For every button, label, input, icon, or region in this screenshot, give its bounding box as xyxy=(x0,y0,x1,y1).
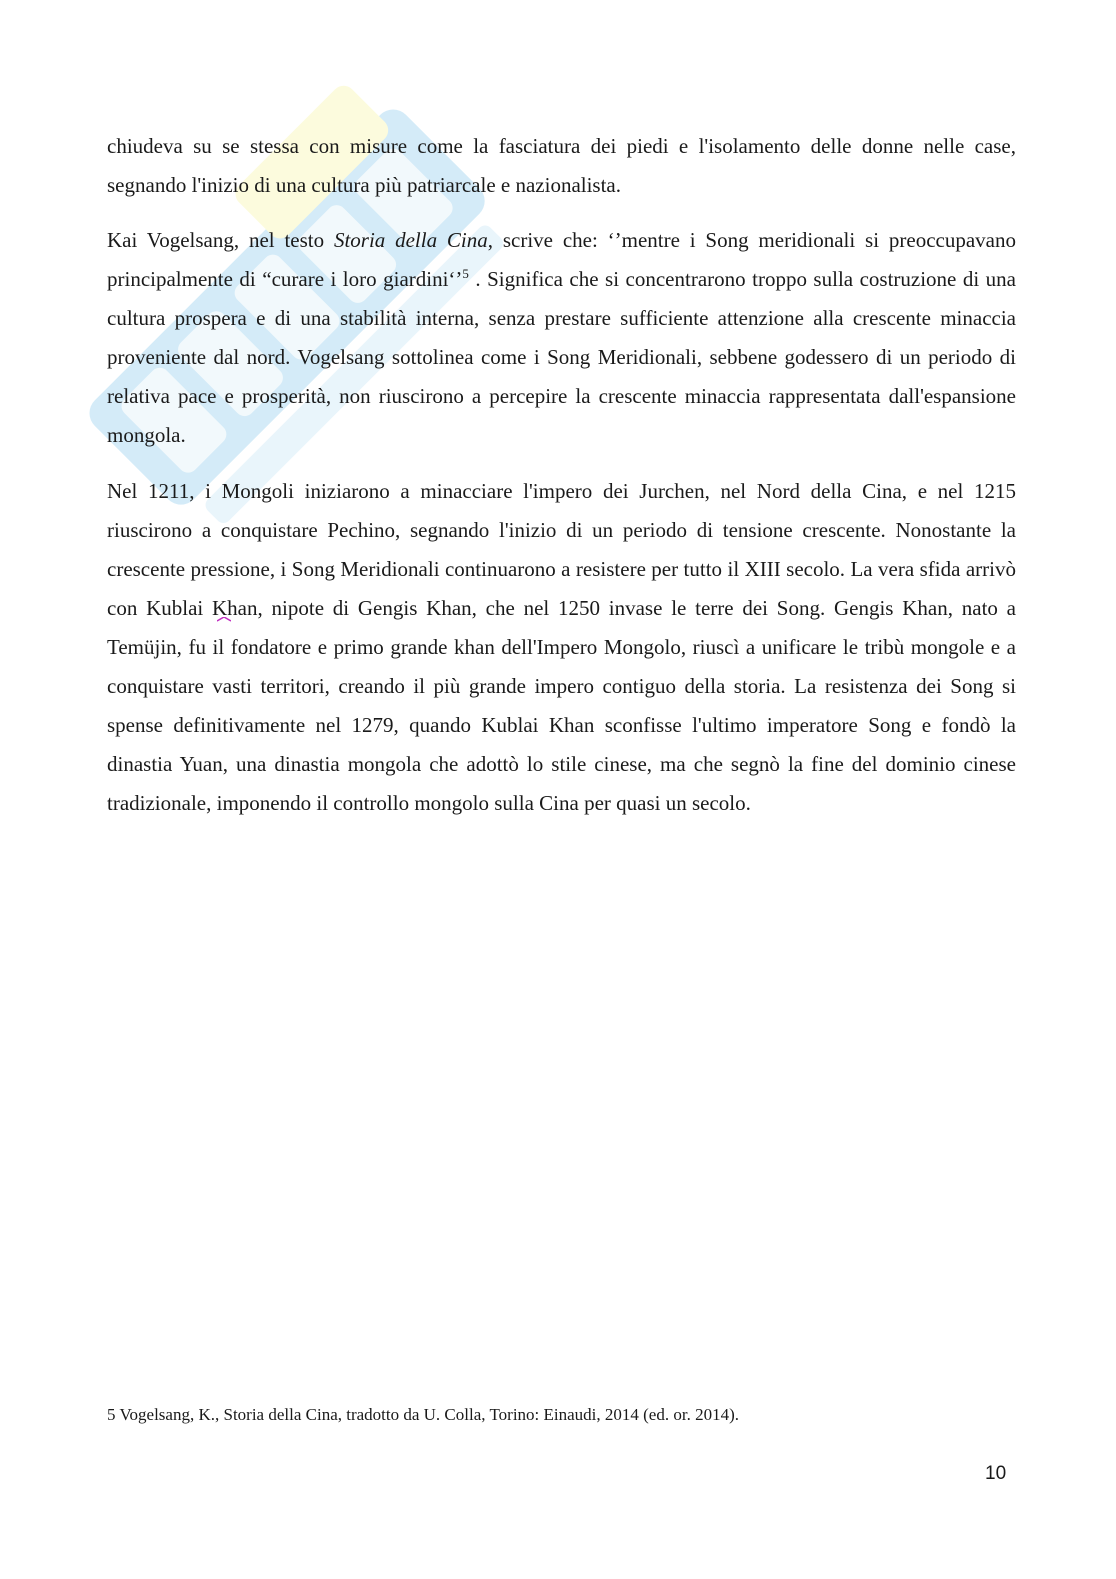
paragraph-3 xyxy=(107,472,1016,823)
footnote: 5 Vogelsang, K., Storia della Cina, tradotto da U. Colla, Torino: Einaudi, 2014 (ed. or. 2014). xyxy=(107,1405,739,1424)
paragraph-3-text: Nel 1211, i Mongoli iniziarono a minacciare l'impero dei Jurchen, nel Nord della Cina, e nel 1215 riuscirono a conquistare Pechino, segnando l'inizio di un periodo di tensione crescente. Nonostante la crescente pressione, i Song Meridionali continuarono a resistere per tutto il XIII secolo. La vera sfida arrivò con Kublai Khan, nipote di Gengis Khan, che nel 1250 invase le terre dei Song. Gengis Khan, nato a Temüjin, fu il fondatore e primo grande khan dell'Impero Mongolo, riuscì a unificare le tribù mongole e a conquistare vasti territori, creando il più grande impero contiguo della storia. La resistenza dei Song si spense definitivamente nel 1279, quando Kublai Khan sconfisse l'ultimo imperatore Song e fondò la dinastia Yuan, una dinastia mongola che adottò lo stile cinese, ma che segnò la fine del dominio cinese tradizionale, imponendo il controllo mongolo sulla Cina per quasi un secolo. xyxy=(107,479,1016,815)
paragraph-2-quote: , scrive che: ‘’mentre i Song meridionali si preoccupavano principalmente di “curare i loro giardini‘’ xyxy=(107,228,1016,291)
paragraph-1-text: chiudeva su se stessa con misure come la fasciatura dei piedi e l'isolamento delle donne nelle case, segnando l'inizio di una cultura più patriarcale e nazionalista. xyxy=(107,134,1016,197)
page-number: 10 xyxy=(985,1463,1007,1484)
insertion-caret-icon xyxy=(217,617,231,622)
paragraph-2-lead: Kai Vogelsang, nel testo xyxy=(107,228,334,252)
paragraph-2-rest: . Significa che si concentrarono troppo sulla costruzione di una cultura prospera e di una stabilità interna, senza prestare sufficiente attenzione alla crescente minaccia proveniente dal nord. Vogelsang sottolinea come i Song Meridionali, sebbene godessero di un periodo di relativa pace e prosperità, non riuscirono a percepire la crescente minaccia rappresentata dall'espansione mongola. xyxy=(107,267,1016,447)
page-body xyxy=(107,127,1016,840)
footnote-reference[interactable]: 5 xyxy=(462,266,469,281)
paragraph-2 xyxy=(107,221,1016,455)
book-title: Storia della Cina xyxy=(333,228,488,252)
paragraph-1 xyxy=(107,127,1016,205)
